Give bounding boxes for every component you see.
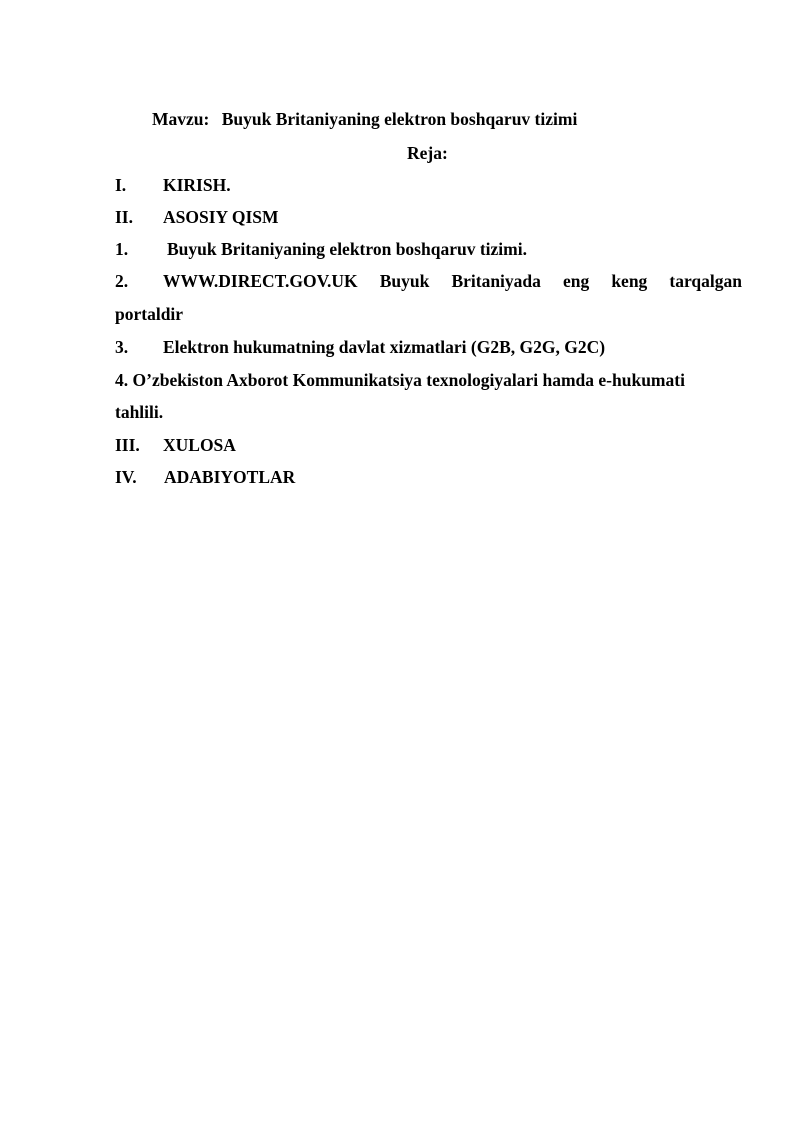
item-text: ASOSIY QISM [163,207,279,227]
topic-text: Buyuk Britaniyaning elektron boshqaruv tizimi [221,109,578,129]
plan-item-main [115,206,279,228]
item-word: Buyuk [379,271,430,291]
item-word: tarqalgan [669,271,742,291]
plan-heading: Reja: [407,143,448,163]
item-text: Buyuk Britaniyaning elektron boshqaruv tizimi. [167,239,527,259]
item-word: Britaniyada [451,271,541,291]
item-number: IV. [115,467,137,487]
plan-subitem-4-line2: tahlili. [115,402,164,422]
item-word: WWW.DIRECT.GOV.UK [163,271,358,291]
plan-subitem-3 [115,336,605,358]
item-text: XULOSA [163,435,236,455]
item-text: KIRISH. [163,175,231,195]
plan-subitem-4-line1: 4. O’zbekiston Axborot Kommunikatsiya texnologiyalari hamda e-hukumati [115,370,685,390]
item-text: ADABIYOTLAR [164,467,296,487]
item-number: I. [115,175,127,195]
topic-title [152,108,577,130]
item-word: eng [562,271,590,291]
plan-item-intro [115,174,231,196]
item-number: 1. [115,239,129,259]
item-text: Elektron hukumatning davlat xizmatlari (G2B, G2G, G2C) [163,337,606,357]
plan-subitem-2 [115,270,742,292]
topic-prefix: Mavzu: [152,109,210,129]
item-number: III. [115,435,140,455]
plan-subitem-2-continuation: portaldir [115,304,184,324]
item-word: keng [611,271,648,291]
item-number: II. [115,207,133,227]
item-number: 2. [115,271,129,291]
item-number: 3. [115,337,129,357]
plan-subitem-1 [115,238,527,260]
plan-item-references [115,466,295,488]
plan-item-conclusion [115,434,236,456]
